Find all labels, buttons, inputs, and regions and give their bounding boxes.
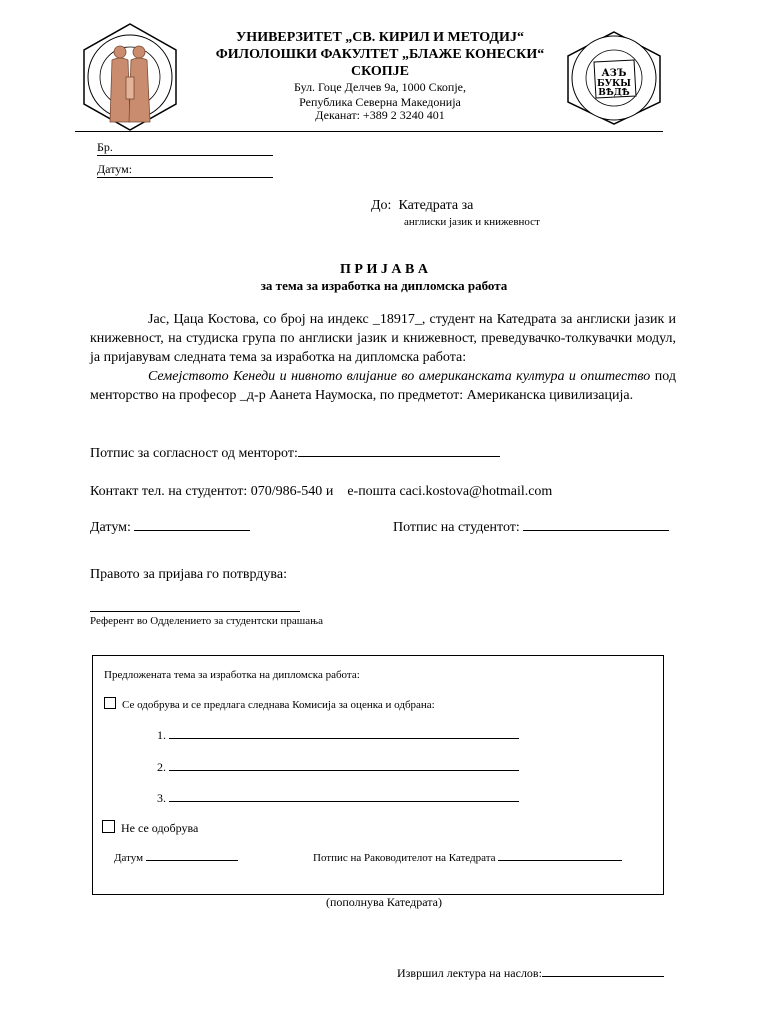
mentor-signature-line	[298, 456, 500, 457]
reject-checkbox[interactable]	[102, 820, 115, 833]
address: Бул. Гоце Делчев 9а, 1000 Скопје,	[294, 80, 466, 94]
approve-checkbox[interactable]	[104, 697, 116, 709]
student-signature-row	[393, 520, 669, 536]
topic-paragraph: Семејството Кенеди и нивното влијание во американската култура и општество под менторство на професор _д-р Аанета Наумоска, по предметот: Американска цивилизација.	[90, 369, 676, 403]
number-field	[97, 140, 273, 156]
head-signature-row: Потпис на Раководителот на Катедрата	[313, 852, 622, 864]
date-label-top: Датум:	[97, 162, 133, 176]
filled-by-note: (пополнува Катедрата)	[325, 895, 443, 909]
proofread-label: Извршил лектура на наслов:	[397, 966, 542, 980]
box-date-line	[146, 860, 238, 861]
date-row	[90, 520, 250, 536]
right-logo-line3: ВѢДѢ	[598, 88, 630, 98]
application-paragraph: Јас, Цаца Костова, со број на индекс _18917_, студент на Катедрата за англиски јазик и книжевност, на студиска група по англиски јазик и книжевност, преведувачко-толкувачки модул, ја пријавувам следната тема за изработка на дипломска работа:	[90, 312, 677, 365]
contact-row: Контакт тел. на студентот: 070/986-540 и е-пошта caci.kostova@hotmail.com	[90, 484, 553, 499]
subject-name: Американска цивилизација	[466, 388, 630, 403]
country: Република Северна Македонија	[299, 95, 461, 109]
member-line-1	[169, 738, 519, 739]
reject-row	[102, 820, 198, 836]
member-line-3	[169, 801, 519, 802]
university-logo	[80, 22, 180, 132]
mentor-name: _д-р Аанета Наумоска	[239, 388, 373, 403]
index-number: _18917_	[372, 312, 422, 327]
date-field-top	[97, 162, 273, 178]
member-row-2: 2.	[157, 760, 519, 775]
date-line	[134, 530, 250, 531]
right-logo-line1: АЗЪ	[601, 68, 627, 79]
dean-phone: Деканат: +389 2 3240 401	[315, 108, 445, 122]
student-phone: 070/986-540	[250, 484, 323, 499]
approve-label: Се одобрува и се предлага следнава Комисија за оценка и одбрана:	[122, 699, 435, 711]
student-signature-line	[523, 530, 669, 531]
recipient-line1: Катедрата за	[398, 198, 474, 213]
date-label: Датум:	[90, 520, 131, 535]
recipient	[371, 198, 473, 214]
right-logo-line2: БУКЫ	[597, 79, 631, 89]
referent-signature-line	[90, 611, 300, 612]
confirmation-label: Правото за пријава го потврдува:	[90, 567, 287, 582]
recipient-line2: англиски јазик и книжевност	[404, 216, 540, 228]
student-signature-label: Потпис на студентот:	[393, 520, 520, 535]
thesis-topic: Семејството Кенеди и нивното влијание во американската култура и општество	[148, 369, 651, 384]
committee-heading: Предложената тема за изработка на дипломска работа:	[104, 669, 360, 681]
reject-label: Не се одобрува	[121, 821, 199, 835]
approve-row	[104, 697, 435, 711]
number-label: Бр.	[97, 140, 113, 154]
mentor-signature-label: Потпис за согласност од менторот:	[90, 446, 298, 461]
referent-label: Референт во Одделението за студентски прашања	[90, 615, 323, 627]
head-signature-line	[498, 860, 622, 861]
committee-box	[92, 655, 664, 895]
student-email: caci.kostova@hotmail.com	[399, 484, 553, 499]
form-subtitle: за тема за изработка на дипломска работа	[260, 278, 508, 293]
member-row-3: 3.	[157, 791, 519, 806]
header-divider	[75, 131, 663, 132]
city-name: СКОПЈЕ	[350, 64, 410, 79]
faculty-name: ФИЛОЛОШКИ ФАКУЛТЕТ „БЛАЖЕ КОНЕСКИ“	[215, 47, 545, 62]
form-title: П Р И Ј А В А	[340, 262, 428, 277]
recipient-prefix: До:	[371, 198, 392, 213]
member-row-1: 1.	[157, 728, 519, 743]
box-date-row: Датум	[114, 852, 238, 864]
proofread-line	[542, 976, 664, 977]
mentor-signature-row	[90, 446, 500, 462]
proofread-row	[397, 966, 664, 981]
university-name: УНИВЕРЗИТЕТ „СВ. КИРИЛ И МЕТОДИЈ“	[236, 30, 524, 45]
member-line-2	[169, 770, 519, 771]
